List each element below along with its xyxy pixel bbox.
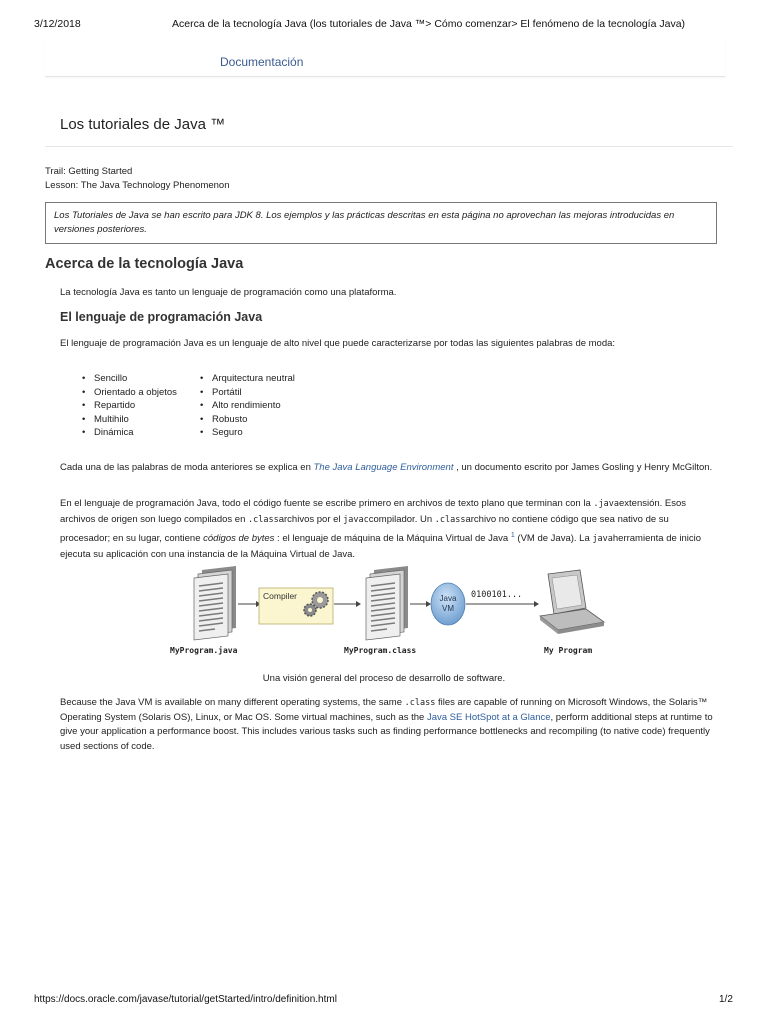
title-divider — [45, 146, 733, 147]
tutorial-title: Los tutoriales de Java ™ — [60, 116, 226, 133]
list-item: • Seguro — [198, 426, 295, 440]
trail-label: Trail: Getting Started — [45, 166, 133, 177]
para2-text-h: herramienta de inicio ejecuta su aplicación con una instancia de la Máquina Virtual de Java. — [60, 533, 702, 561]
hotspot-link[interactable]: Java SE HotSpot at a Glance — [426, 711, 551, 723]
language-intro-paragraph: El lenguaje de programación Java es un lenguaje de alto nivel que puede caracterizarse por todas las siguientes palabras de moda: — [60, 338, 616, 349]
list-item: • Repartido — [80, 399, 177, 413]
list-item: • Alto rendimiento — [198, 399, 295, 413]
source-file-icon — [194, 566, 236, 640]
para1-text-a: Cada una de las palabras de moda anteriores se explica en — [60, 462, 314, 473]
compiler-label: Compiler — [263, 591, 298, 601]
list-item: • Robusto — [198, 413, 295, 427]
laptop-icon — [540, 570, 604, 634]
diagram-caption: Una visión general del proceso de desarrollo de software. — [262, 673, 506, 684]
print-title: Acerca de la tecnología Java (los tutoriales de Java ™> Cómo comenzar> El fenómeno de la tecnología Java) — [172, 18, 686, 30]
file2-label: MyProgram.class — [344, 646, 417, 655]
para3-text-a: Because the Java VM is available on many different operating systems, the same — [60, 697, 405, 708]
intro-paragraph: La tecnología Java es tanto un lenguaje de programación como una plataforma. — [60, 287, 397, 298]
class-file-icon — [366, 566, 408, 640]
page-heading: Acerca de la tecnología Java — [45, 256, 244, 272]
vm-label-top: Java — [439, 594, 457, 603]
footnote-link[interactable]: 1 — [510, 532, 515, 539]
list-item: • Orientado a objetos — [80, 386, 177, 400]
program-label: My Program — [544, 646, 593, 655]
list-item: • Sencillo — [80, 372, 177, 386]
lesson-label: Lesson: The Java Technology Phenomenon — [45, 180, 230, 191]
para2-text-b: extensión. Esos archivos de origen son luego compilados en — [60, 498, 687, 525]
code-javac: javac — [343, 515, 369, 525]
buzzword-list-left — [80, 372, 177, 440]
buzzword-list-right — [198, 372, 295, 440]
para3-text-c: , perform additional steps at runtime to give your application a performance boost. This includes various tasks such as finding performance bottlenecks and recompiling (to native code) frequently used sections of code. — [60, 711, 713, 752]
vm-label-bottom: VM — [442, 604, 454, 613]
list-item: • Dinámica — [80, 426, 177, 440]
list-item: • Portátil — [198, 386, 295, 400]
para2-text-c: archivos por el — [278, 514, 344, 525]
code-class-extension: .class — [434, 515, 466, 525]
print-date: 3/12/2018 — [34, 18, 81, 30]
language-environment-paragraph — [60, 460, 720, 475]
code-class-extension: .class — [404, 698, 436, 708]
code-class-extension: .class — [248, 515, 279, 525]
bytecodes-term: códigos de bytes — [203, 533, 275, 545]
code-java-extension: .java — [593, 499, 619, 509]
page-number: 1/2 — [719, 994, 733, 1005]
java-language-environment-link[interactable]: The Java Language Environment — [313, 462, 454, 473]
para2-text-d: compilador. Un — [368, 514, 435, 525]
list-item: • Arquitectura neutral — [198, 372, 295, 386]
para1-text-b: , un documento escrito por James Gosling y Henry McGilton. — [453, 462, 713, 473]
para2-text-g: (VM de Java). La — [514, 533, 593, 545]
para3-text-b: files are capable of running on Microsoft Windows, the Solaris™ Operating System (Solaris OS), Linux, or Mac OS. Some virtual machines, such as the — [60, 697, 708, 723]
section-heading: El lenguaje de programación Java — [60, 310, 263, 324]
compilation-paragraph — [60, 496, 720, 562]
list-item: • Multihilo — [80, 413, 177, 427]
documentation-nav-bar — [45, 40, 725, 77]
para2-text-a: En el lenguaje de programación Java, todo el código fuente se escribe primero en archivos de texto plano que terminan con la — [60, 498, 594, 509]
file1-label: MyProgram.java — [170, 646, 238, 655]
binary-label: 0100101... — [471, 590, 523, 600]
para2-text-f: : el lenguaje de máquina de la Máquina Virtual de Java — [274, 533, 511, 545]
footer-url: https://docs.oracle.com/javase/tutorial/getStarted/intro/definition.html — [34, 994, 337, 1005]
documentation-link[interactable]: Documentación — [220, 55, 304, 69]
para2-text-e: archivo no contiene código que sea nativo de su procesador; en su lugar, contiene — [60, 514, 669, 545]
development-process-diagram — [160, 564, 620, 664]
code-java-tool: java — [592, 534, 613, 545]
jdk-note-box: Los Tutoriales de Java se han escrito para JDK 8. Los ejemplos y las prácticas descritas en esta página no aprovechan las mejoras introducidas en versiones posteriores. — [45, 202, 717, 244]
portability-paragraph — [60, 696, 720, 754]
